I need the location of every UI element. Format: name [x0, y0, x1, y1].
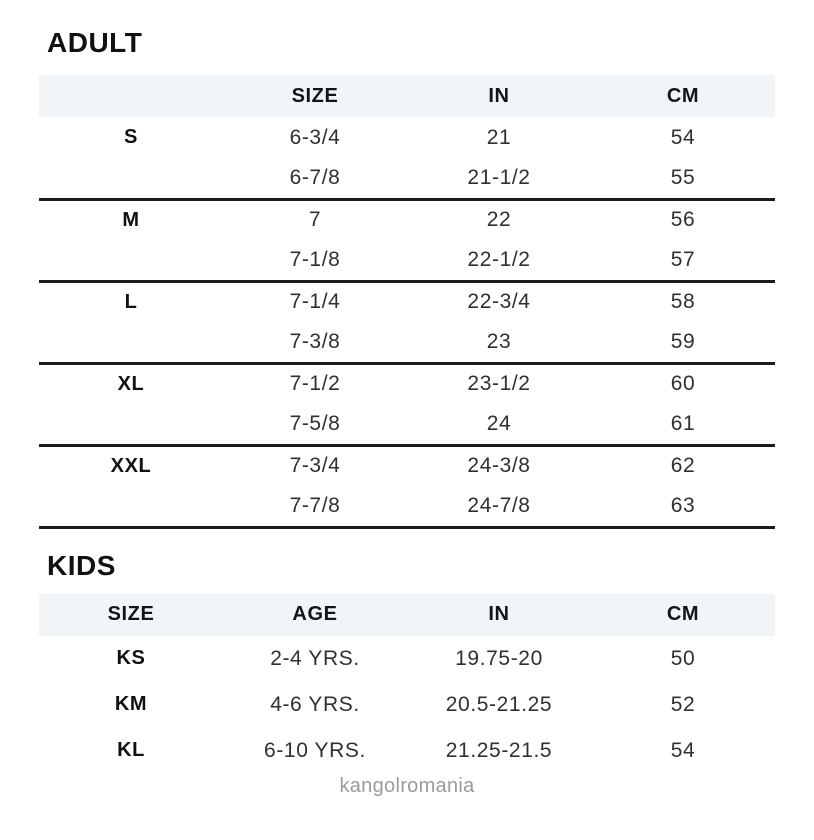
kids-size-label: KM [114, 693, 148, 715]
size-value: 7-3/8 [289, 329, 341, 353]
cm-value: 57 [670, 247, 696, 271]
in-value: 22 [486, 208, 512, 232]
cm-value: 55 [670, 165, 696, 189]
size-group-s [39, 117, 775, 199]
table-row [39, 281, 775, 322]
cm-value: 60 [670, 372, 696, 396]
kids-section-heading: KIDS [47, 549, 116, 581]
in-value: 24-7/8 [467, 493, 531, 517]
table-row [39, 682, 775, 728]
cm-value: 50 [670, 646, 696, 670]
cm-value: 63 [670, 493, 696, 517]
cm-value: 62 [670, 454, 696, 478]
adult-size-table [39, 75, 775, 529]
size-group-m [39, 199, 775, 281]
cm-value: 56 [670, 208, 696, 232]
size-value: 7-1/8 [289, 247, 341, 271]
cm-value: 54 [670, 738, 696, 762]
in-value: 19.75-20 [455, 646, 543, 670]
in-value: 20.5-21.25 [445, 692, 553, 716]
size-value: 6-3/4 [289, 125, 341, 149]
size-group-label: M [122, 208, 140, 231]
size-group-label-empty [39, 158, 223, 199]
table-row [39, 728, 775, 774]
size-group-label-empty [39, 486, 223, 527]
size-value: 7-1/2 [289, 372, 341, 396]
size-chart-page [0, 26, 814, 798]
in-value: 21 [486, 125, 512, 149]
table-row [39, 445, 775, 486]
size-group-label: L [124, 290, 138, 313]
size-value: 7-1/4 [289, 290, 341, 314]
cm-value: 59 [670, 329, 696, 353]
age-value: 2-4 YRS. [270, 646, 360, 670]
in-value: 23-1/2 [467, 372, 531, 396]
column-header-size: SIZE [107, 603, 155, 625]
cm-value: 54 [670, 125, 696, 149]
size-group-xxl [39, 445, 775, 527]
size-group-label-empty [39, 404, 223, 445]
in-value: 21.25-21.5 [445, 738, 553, 762]
table-row [39, 636, 775, 682]
table-row [39, 486, 775, 527]
cm-value: 58 [670, 290, 696, 314]
kids-size-table [39, 594, 775, 774]
table-row [39, 363, 775, 404]
in-value: 23 [486, 329, 512, 353]
table-row [39, 404, 775, 445]
table-row [39, 158, 775, 199]
header-row [39, 75, 775, 117]
kids-table-body [39, 636, 775, 774]
kids-size-label: KL [117, 739, 145, 761]
size-group-label: S [124, 126, 138, 148]
size-value: 7-7/8 [289, 493, 341, 517]
kids-size-label: KS [116, 647, 146, 669]
column-header-blank [39, 75, 223, 117]
size-group-label: XL [117, 372, 145, 395]
cm-value: 61 [670, 411, 696, 435]
column-header-in: IN [488, 603, 510, 625]
size-value: 7-3/4 [289, 454, 341, 478]
table-row [39, 117, 775, 158]
adult-section-heading: ADULT [47, 27, 143, 58]
in-value: 22-3/4 [467, 290, 531, 314]
size-group-label-empty [39, 322, 223, 363]
cm-value: 52 [670, 692, 696, 716]
column-header-in: IN [488, 84, 510, 107]
column-header-cm: CM [666, 603, 700, 625]
age-value: 6-10 YRS. [264, 738, 366, 762]
in-value: 24-3/8 [467, 454, 531, 478]
watermark-text: kangolromania [339, 774, 475, 797]
size-group-xl [39, 363, 775, 445]
table-row [39, 199, 775, 240]
kids-table-header [39, 594, 775, 636]
size-group-l [39, 281, 775, 363]
age-value: 4-6 YRS. [270, 692, 360, 716]
size-group-label-empty [39, 240, 223, 281]
column-header-age: AGE [292, 603, 338, 625]
table-row [39, 322, 775, 363]
column-header-cm: CM [666, 84, 700, 107]
table-row [39, 240, 775, 281]
adult-table-header [39, 75, 775, 117]
in-value: 22-1/2 [467, 247, 531, 271]
in-value: 21-1/2 [467, 165, 531, 189]
size-group-label: XXL [110, 454, 152, 477]
size-value: 7 [308, 208, 322, 232]
column-header-size: SIZE [291, 84, 339, 107]
in-value: 24 [486, 411, 512, 435]
size-value: 6-7/8 [289, 165, 341, 189]
header-row [39, 594, 775, 636]
size-value: 7-5/8 [289, 411, 341, 435]
